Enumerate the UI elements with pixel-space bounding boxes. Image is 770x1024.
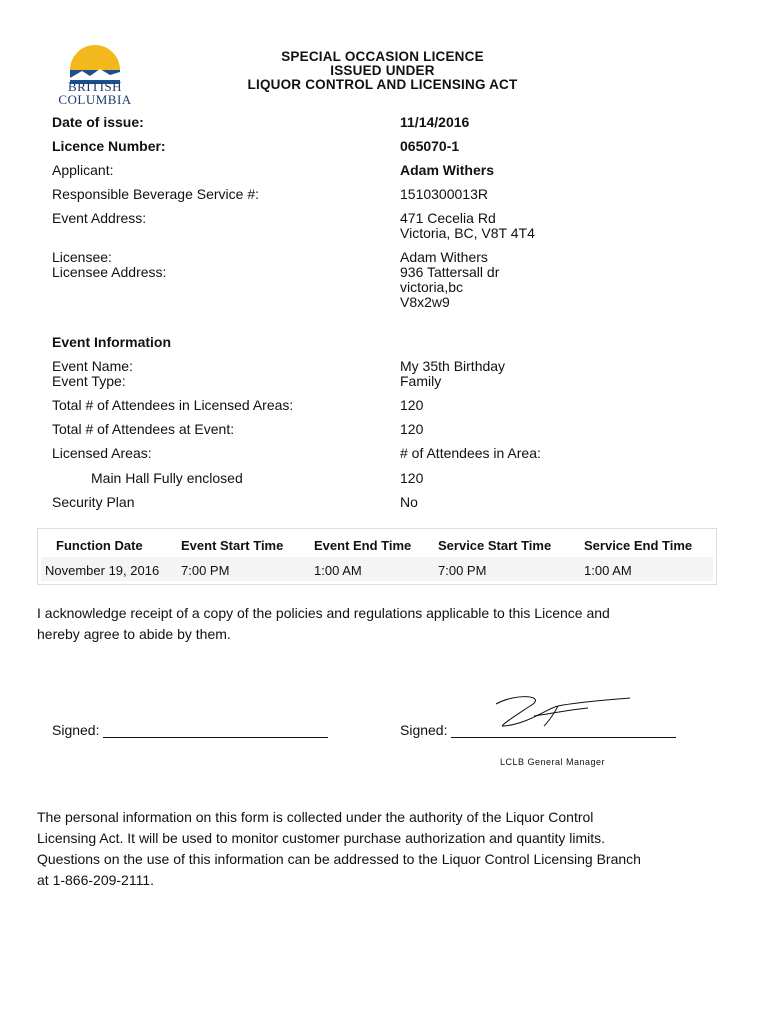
security-value: No: [400, 494, 418, 510]
table-cell-event-start: 7:00 PM: [181, 563, 230, 578]
licensee-value: Adam Withers: [400, 249, 488, 265]
title-line1: SPECIAL OCCASION LICENCE: [281, 49, 484, 64]
licensee-label: Licensee:: [52, 249, 112, 265]
area-attendees-label: # of Attendees in Area:: [400, 445, 541, 461]
area-name: Main Hall Fully enclosed: [91, 470, 243, 486]
table-header-event-end: Event End Time: [314, 538, 412, 553]
privacy-notice: [37, 807, 737, 891]
applicant-signed-label: Signed:: [52, 722, 100, 738]
table-header-function-date: Function Date: [56, 538, 143, 553]
event-address-label: Event Address:: [52, 210, 147, 226]
acknowledgement-line2: hereby agree to abide by them.: [37, 626, 231, 642]
licensee-address-label: Licensee Address:: [52, 264, 167, 280]
logo-line1: BRITISH: [67, 79, 123, 94]
event-address-line1: 471 Cecelia Rd: [400, 210, 496, 226]
privacy-line2: Licensing Act. It will be used to monitor customer purchase authorization and quantity limits.: [37, 830, 606, 846]
privacy-line3: Questions on the use of this information can be addressed to the Liquor Control Licensing Branch: [37, 851, 641, 867]
table-cell-service-start: 7:00 PM: [438, 563, 487, 578]
title-line2: ISSUED UNDER: [330, 63, 435, 78]
schedule-table: [37, 528, 717, 585]
rbs-value: 1510300013R: [400, 186, 488, 202]
privacy-line1: The personal information on this form is collected under the authority of the Liquor Control: [37, 809, 594, 825]
privacy-line4: at 1-866-209-2111.: [37, 872, 155, 888]
manager-caption: LCLB General Manager: [500, 757, 606, 767]
handwritten-signature: [488, 688, 638, 738]
event-address-line2: Victoria, BC, V8T 4T4: [400, 225, 535, 241]
licensed-attendees-label: Total # of Attendees in Licensed Areas:: [52, 397, 294, 413]
licensed-areas-label: Licensed Areas:: [52, 445, 152, 461]
manager-signed-label: Signed:: [400, 722, 448, 738]
applicant-value: Adam Withers: [400, 162, 495, 178]
licensee-address-line1: 936 Tattersall dr: [400, 264, 500, 280]
table-cell-event-end: 1:00 AM: [314, 563, 362, 578]
applicant-signature: [52, 722, 328, 738]
licensed-attendees-value: 120: [400, 397, 424, 413]
acknowledgement-line1: I acknowledge receipt of a copy of the policies and regulations applicable to this Licence and: [37, 605, 610, 621]
licence-label: Licence Number:: [52, 138, 166, 154]
event-name-label: Event Name:: [52, 358, 133, 374]
event-attendees-label: Total # of Attendees at Event:: [52, 421, 235, 437]
table-cell-service-end: 1:00 AM: [584, 563, 632, 578]
applicant-label: Applicant:: [52, 162, 114, 178]
table-cell-function-date: November 19, 2016: [45, 563, 160, 578]
event-type-label: Event Type:: [52, 373, 126, 389]
licence-value: 065070-1: [400, 138, 460, 154]
event-type-value: Family: [400, 373, 442, 389]
acknowledgement-text: [37, 603, 737, 645]
date-value: 11/14/2016: [400, 114, 470, 130]
area-value: 120: [400, 470, 424, 486]
title-line3: LIQUOR CONTROL AND LICENSING ACT: [247, 77, 518, 92]
logo-wordmark: [50, 80, 140, 106]
event-attendees-value: 120: [400, 421, 424, 437]
date-label: Date of issue:: [52, 114, 144, 130]
security-label: Security Plan: [52, 494, 135, 510]
document-title: [200, 50, 565, 92]
table-header-event-start: Event Start Time: [181, 538, 284, 553]
logo-line2: COLUMBIA: [58, 92, 132, 107]
table-header-service-end: Service End Time: [584, 538, 693, 553]
applicant-signature-line: [103, 725, 328, 738]
table-header-service-start: Service Start Time: [438, 538, 552, 553]
licensee-address-line2: victoria,bc: [400, 279, 464, 295]
event-name-value: My 35th Birthday: [400, 358, 506, 374]
licensee-address-line3: V8x2w9: [400, 294, 450, 310]
event-info-heading: Event Information: [52, 334, 172, 350]
rbs-label: Responsible Beverage Service #:: [52, 186, 260, 202]
